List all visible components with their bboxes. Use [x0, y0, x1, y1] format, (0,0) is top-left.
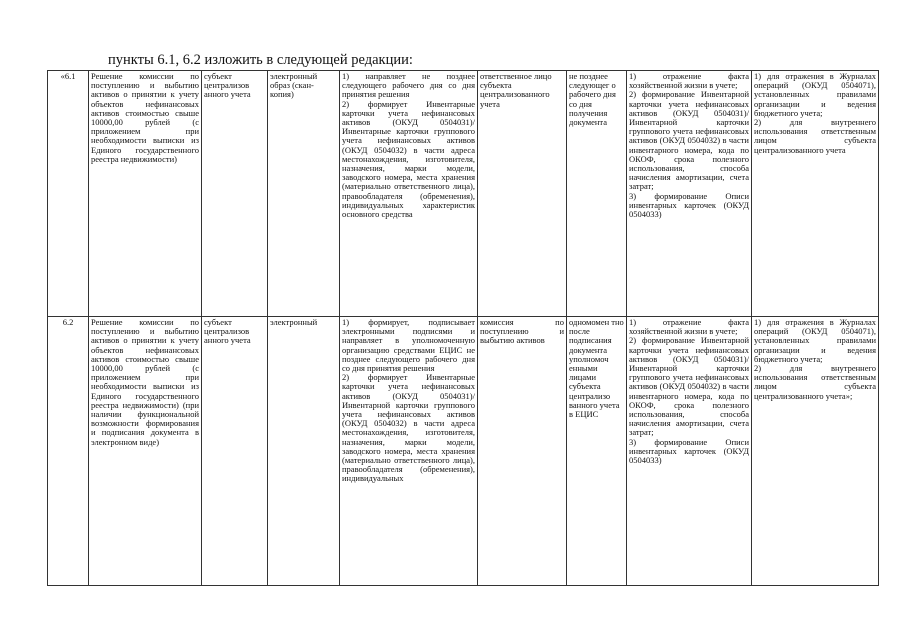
table-row [48, 317, 879, 586]
document-name-cell: Решение комиссии по поступлению и выбытию активов о принятии к учету объектов нефинансовых активов стоимостью свыше 10000,00 рублей (с приложением при необходимости выписки из Единого государственного реестра недвижимости) [89, 71, 202, 317]
responsible-cell: ответственное лицо субъекта централизованного учета [478, 71, 567, 317]
creator-cell: субъект централизов анного учета [202, 317, 268, 586]
form-cell: электронный образ (скан-копия) [268, 71, 340, 317]
creator-cell: субъект централизов анного учета [202, 71, 268, 317]
row-number: 6.2 [48, 317, 89, 586]
table-row [48, 71, 879, 317]
actions-cell: 1) формирует, подписывает электронными подписями и направляет в уполномоченную организацию средствами ЕЦИС не позднее следующего рабочего дня со дня принятия решения 2) формирует Инвентарные карточки учета нефинансовых активов (ОКУД 0504031)/Инвентарной карточки группового учета нефинансовых активов (ОКУД 0504032) в части адреса местонахождения, изготовителя, назначения, марки модели, заводского номера, места хранения (материально ответственного лица), правообладателя (обременения), индивидуальных [340, 317, 478, 586]
deadline-cell: не позднее следующег о рабочего дня со дня получения документа [567, 71, 627, 317]
processing-cell: 1) отражение факта хозяйственной жизни в учете; 2) формирование Инвентарной карточки учета нефинансовых активов (ОКУД 0504031)/Инвентарной карточки группового учета нефинансовых активов (ОКУД 0504032) в части инвентарного номера, кода по ОКОФ, срока полезного использования, способа начисления амортизации, счета затрат; 3) формирование Описи инвентарных карточек (ОКУД 0504033) [627, 71, 752, 317]
purpose-cell: 1) для отражения в Журналах операций (ОКУД 0504071), установленных правилами организации и ведения бюджетного учета; 2) для внутреннего использования ответственным лицом субъекта централизованного учета [752, 71, 879, 317]
responsible-cell: комиссия по поступлению и выбытию активов [478, 317, 567, 586]
deadline-cell: одномомен тно после подписания документа уполномоч енными лицами субъекта централизо ванного учета в ЕЦИС [567, 317, 627, 586]
document-name-cell: Решение комиссии по поступлению и выбытию активов о принятии к учету объектов нефинансовых активов стоимостью свыше 10000,00 рублей (с приложением при необходимости выписки из Единого государственного реестра недвижимости) (при наличии функциональной возможности формирования и подписания документа в электронном виде) [89, 317, 202, 586]
procedures-table [47, 70, 879, 586]
page-intro-text: пункты 6.1, 6.2 изложить в следующей редакции: [108, 52, 413, 68]
row-number: «6.1 [48, 71, 89, 317]
actions-cell: 1) направляет не позднее следующего рабочего дня со дня принятия решения 2) формирует Инвентарные карточки учета нефинансовых активов (ОКУД 0504031)/Инвентарные карточки группового учета нефинансовых активов (ОКУД 0504032) в части адреса местонахождения, изготовителя, назначения, марки модели, заводского номера, места хранения (материально ответственного лица), правообладателя (обременения), индивидуальных характеристик основного средства [340, 71, 478, 317]
processing-cell: 1) отражение факта хозяйственной жизни в учете; 2) формирование Инвентарной карточки учета нефинансовых активов (ОКУД 0504031)/Инвентарной карточки группового учета нефинансовых активов (ОКУД 0504032) в части инвентарного номера, кода по ОКОФ, срока полезного использования, способа начисления амортизации, счета затрат; 3) формирование Описи инвентарных карточек (ОКУД 0504033) [627, 317, 752, 586]
purpose-cell: 1) для отражения в Журналах операций (ОКУД 0504071), установленных правилами организации и ведения бюджетного учета; 2) для внутреннего использования ответственным лицом субъекта централизованного учета»; [752, 317, 879, 586]
form-cell: электронный [268, 317, 340, 586]
